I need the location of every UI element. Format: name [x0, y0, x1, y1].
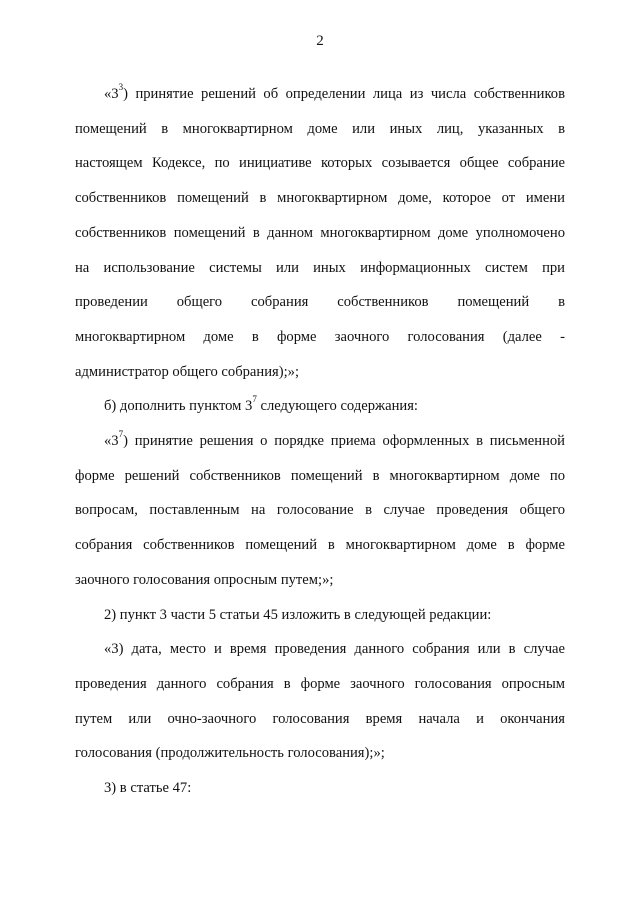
text-line [75, 493, 565, 528]
text-segment: проведения данного собрания в форме заочного голосования опросным [75, 675, 565, 692]
paragraph [75, 424, 565, 598]
text-segment: многоквартирном доме в форме заочного голосования (далее - [75, 328, 565, 345]
text-segment: администратор общего собрания);»; [75, 363, 300, 380]
text-line [75, 285, 565, 320]
text-segment: 2) пункт 3 части 5 статьи 45 изложить в следующей редакции: [104, 606, 492, 623]
text-line [75, 528, 565, 563]
text-line [75, 389, 565, 424]
page-number: 2 [316, 33, 324, 49]
text-line [75, 146, 565, 181]
text-segment: настоящем Кодексе, по инициативе которых созывается общее собрание [75, 155, 565, 172]
paragraph [75, 632, 565, 771]
text-line [75, 598, 565, 633]
text-line [75, 251, 565, 286]
paragraph [75, 598, 565, 633]
text-segment: помещений в многоквартирном доме или иных лиц, указанных в [75, 120, 565, 137]
text-segment: вопросам, поставленным на голосование в случае проведения общего [75, 502, 565, 519]
text-segment: проведении общего собрания собственников помещений в [75, 294, 565, 311]
paragraph [75, 77, 565, 389]
text-line [75, 424, 565, 459]
text-line [75, 216, 565, 251]
superscript: 7 [118, 429, 124, 440]
text-line [75, 355, 565, 390]
superscript: 7 [252, 394, 257, 405]
text-segment: ) принятие решений об определении лица из числа собственников [123, 86, 565, 102]
superscript: 3 [118, 82, 124, 93]
text-line [75, 771, 565, 806]
text-line [75, 667, 565, 702]
text-segment: «3 [104, 86, 119, 102]
text-line [75, 736, 565, 771]
paragraph [75, 389, 565, 424]
text-line [75, 632, 565, 667]
text-segment: собрания собственников помещений в многоквартирном доме в форме [75, 537, 565, 554]
paragraph [75, 771, 565, 806]
text-segment: собственников помещений в данном многоквартирном доме уполномочено [75, 224, 565, 241]
text-segment: собственников помещений в многоквартирном доме, которое от имени [75, 190, 565, 207]
text-segment: «3 [104, 433, 119, 450]
text-segment: ) принятие решения о порядке приема оформленных в письменной [123, 433, 565, 450]
document-body [75, 77, 565, 806]
text-segment: 3) в статье 47: [104, 780, 192, 797]
text-line [75, 320, 565, 355]
text-line [75, 702, 565, 737]
text-segment: следующего содержания: [256, 398, 418, 415]
text-segment: форме решений собственников помещений в многоквартирном доме по [75, 467, 565, 484]
text-segment: «3) дата, место и время проведения данного собрания или в случае [104, 641, 565, 658]
text-segment: б) дополнить пунктом 3 [104, 398, 253, 415]
text-line [75, 563, 565, 598]
text-line [75, 112, 565, 147]
text-line [75, 459, 565, 494]
text-segment: путем или очно-заочного голосования время начала и окончания [75, 710, 565, 727]
text-segment: заочного голосования опросным путем;»; [75, 571, 334, 588]
text-segment: на использование системы или иных информационных систем при [75, 259, 565, 276]
text-line [75, 181, 565, 216]
text-line [75, 77, 565, 112]
text-segment: голосования (продолжительность голосования);»; [75, 745, 385, 762]
